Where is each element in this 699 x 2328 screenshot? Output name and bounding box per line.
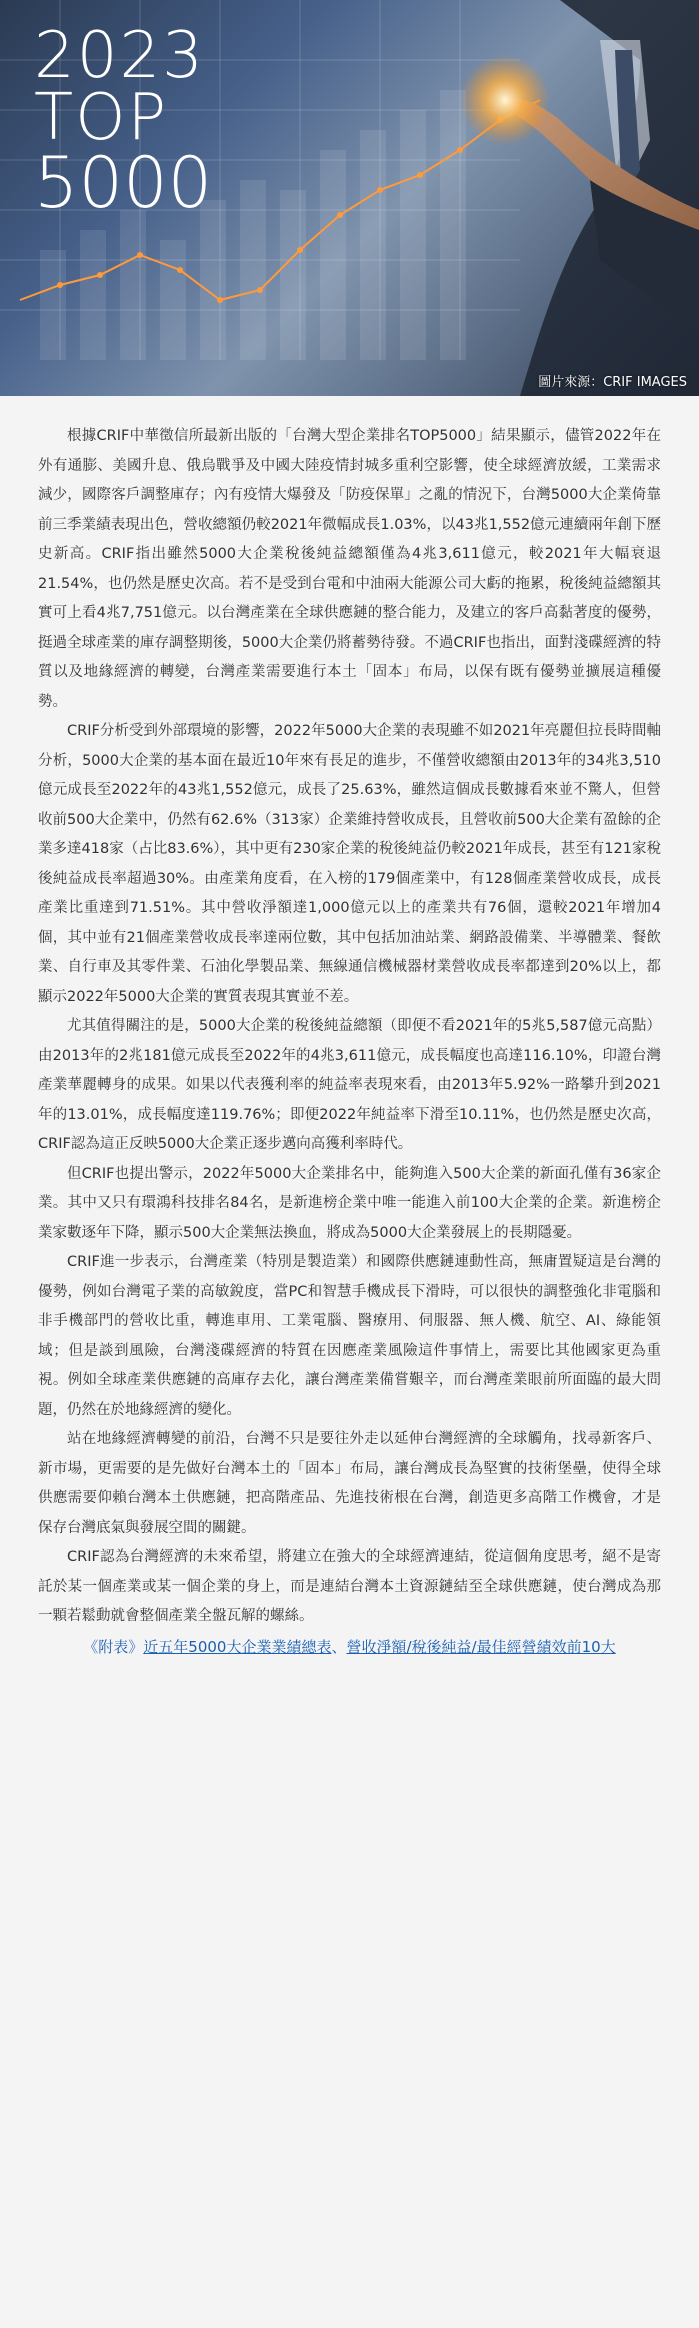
- appendix-links: [38, 1632, 661, 1662]
- appendix-label: 《附表》: [83, 1637, 144, 1656]
- article-paragraph: CRIF分析受到外部環境的影響，2022年5000大企業的表現雖不如2021年亮麗但拉長時間軸分析，5000大企業的基本面在最近10年來有長足的進步，不僅營收總額由2013年的34兆3,510億元成長至2022年的43兆1,552億元，成長了25.63%，雖然這個成長數據看來並不驚人，但營收前500大企業中，仍然有62.6%（313家）企業維持營收成長，且營收前500大企業有盈餘的企業多達418家（占比83.6%），其中更有230家企業的稅後純益仍較2021年成長，甚至有121家稅後純益成長率超過30%。由產業角度看，在入榜的179個產業中，有128個產業營收成長，成長產業比重達到71.51%。其中營收淨額達1,000億元以上的產業共有76個，還較2021年增加4個，其中並有21個產業營收成長率達兩位數，其中包括加油站業、網路設備業、半導體業、餐飲業、自行車及其零件業、石油化學製品業、無線通信機械器材業營收成長率都達到20%以上，都顯示2022年5000大企業的實質表現其實並不差。: [38, 723, 661, 1005]
- logo-top: TOP: [34, 81, 169, 155]
- article-paragraph: 根據CRIF中華徵信所最新出版的「台灣大型企業排名TOP5000」結果顯示，儘管2022年在外有通膨、美國升息、俄烏戰爭及中國大陸疫情封城多重利空影響，使全球經濟放緩，工業需求減少，國際客戶調整庫存；內有疫情大爆發及「防疫保單」之亂的情況下，台灣5000大企業倚靠前三季業績表現出色，營收總額仍較2021年微幅成長1.03%，以43兆1,552億元連續兩年創下歷史新高。CRIF指出雖然5000大企業稅後純益總額僅為4兆3,611億元，較2021年大幅衰退21.54%，也仍然是歷史次高。若不是受到台電和中油兩大能源公司大虧的拖累，稅後純益總額其實可上看4兆7,751億元。以台灣產業在全球供應鏈的整合能力，及建立的客戶高黏著度的優勢，挺過全球產業的庫存調整期後，5000大企業仍將蓄勢待發。不過CRIF也指出，面對淺碟經濟的特質以及地緣經濟的轉變，台灣產業需要進行本土「固本」布局，以保有既有優勢並擴展這種優勢。: [38, 428, 661, 710]
- article-body: [0, 396, 699, 1662]
- article-paragraph: 但CRIF也提出警示，2022年5000大企業排名中，能夠進入500大企業的新面孔僅有36家企業。其中又只有環鴻科技排名84名，是新進榜企業中唯一能進入前100大企業的企業。新進榜企業家數逐年下降，顯示500大企業無法換血，將成為5000大企業發展上的長期隱憂。: [38, 1165, 661, 1241]
- logo-number: 5000: [34, 142, 213, 224]
- article-paragraph: 站在地緣經濟轉變的前沿，台灣不只是要往外走以延伸台灣經濟的全球觸角，找尋新客戶、新市場，更需要的是先做好台灣本土的「固本」布局，讓台灣成長為堅實的技術堡壘，使得全球供應需要仰賴台灣本土供應鏈，把高階產品、先進技術根在台灣，創造更多高階工作機會，才是保存台灣底氣與發展空間的關鍵。: [38, 1431, 661, 1536]
- top5000-logo: [34, 19, 213, 224]
- logo-year: 2023: [34, 19, 205, 93]
- article-paragraph: 尤其值得關注的是，5000大企業的稅後純益總額（即便不看2021年的5兆5,587億元高點）由2013年的2兆181億元成長至2022年的4兆3,611億元，成長幅度也高達116.10%，印證台灣產業華麗轉身的成果。如果以代表獲利率的純益率表現來看，由2013年5.92%一路攀升到2021年的13.01%，成長幅度達119.76%；即便2022年純益率下滑至10.11%，也仍然是歷史次高，CRIF認為這正反映5000大企業正逐步邁向高獲利率時代。: [38, 1018, 661, 1152]
- hero-banner: [0, 0, 699, 396]
- appendix-link-five-year-summary[interactable]: 近五年5000大企業業績總表: [143, 1637, 332, 1656]
- image-credit: 圖片來源：CRIF IMAGES: [538, 375, 687, 390]
- article-paragraph: CRIF認為台灣經濟的未來希望，將建立在強大的全球經濟連結，從這個角度思考，絕不是寄託於某一個產業或某一個企業的身上，而是連結台灣本土資源鏈結至全球供應鏈，使台灣成為那一顆若鬆動就會整個產業全盤瓦解的螺絲。: [38, 1549, 661, 1624]
- article-paragraph: CRIF進一步表示，台灣產業（特別是製造業）和國際供應鏈連動性高，無庸置疑這是台灣的優勢，例如台灣電子業的高敏銳度，當PC和智慧手機成長下滑時，可以很快的調整強化非電腦和非手機部門的營收比重，轉進車用、工業電腦、醫療用、伺服器、無人機、航空、AI、綠能領域；但是談到風險，台灣淺碟經濟的特質在因應產業風險這件事情上，需要比其他國家更為重視。例如全球產業供應鏈的高庫存去化，讓台灣產業備嘗艱辛，而台灣產業眼前所面臨的最大問題，仍然在於地緣經濟的變化。: [38, 1254, 661, 1418]
- appendix-separator: 、: [331, 1637, 347, 1656]
- appendix-link-top10-rankings[interactable]: 營收淨額/稅後純益/最佳經營績效前10大: [346, 1637, 616, 1656]
